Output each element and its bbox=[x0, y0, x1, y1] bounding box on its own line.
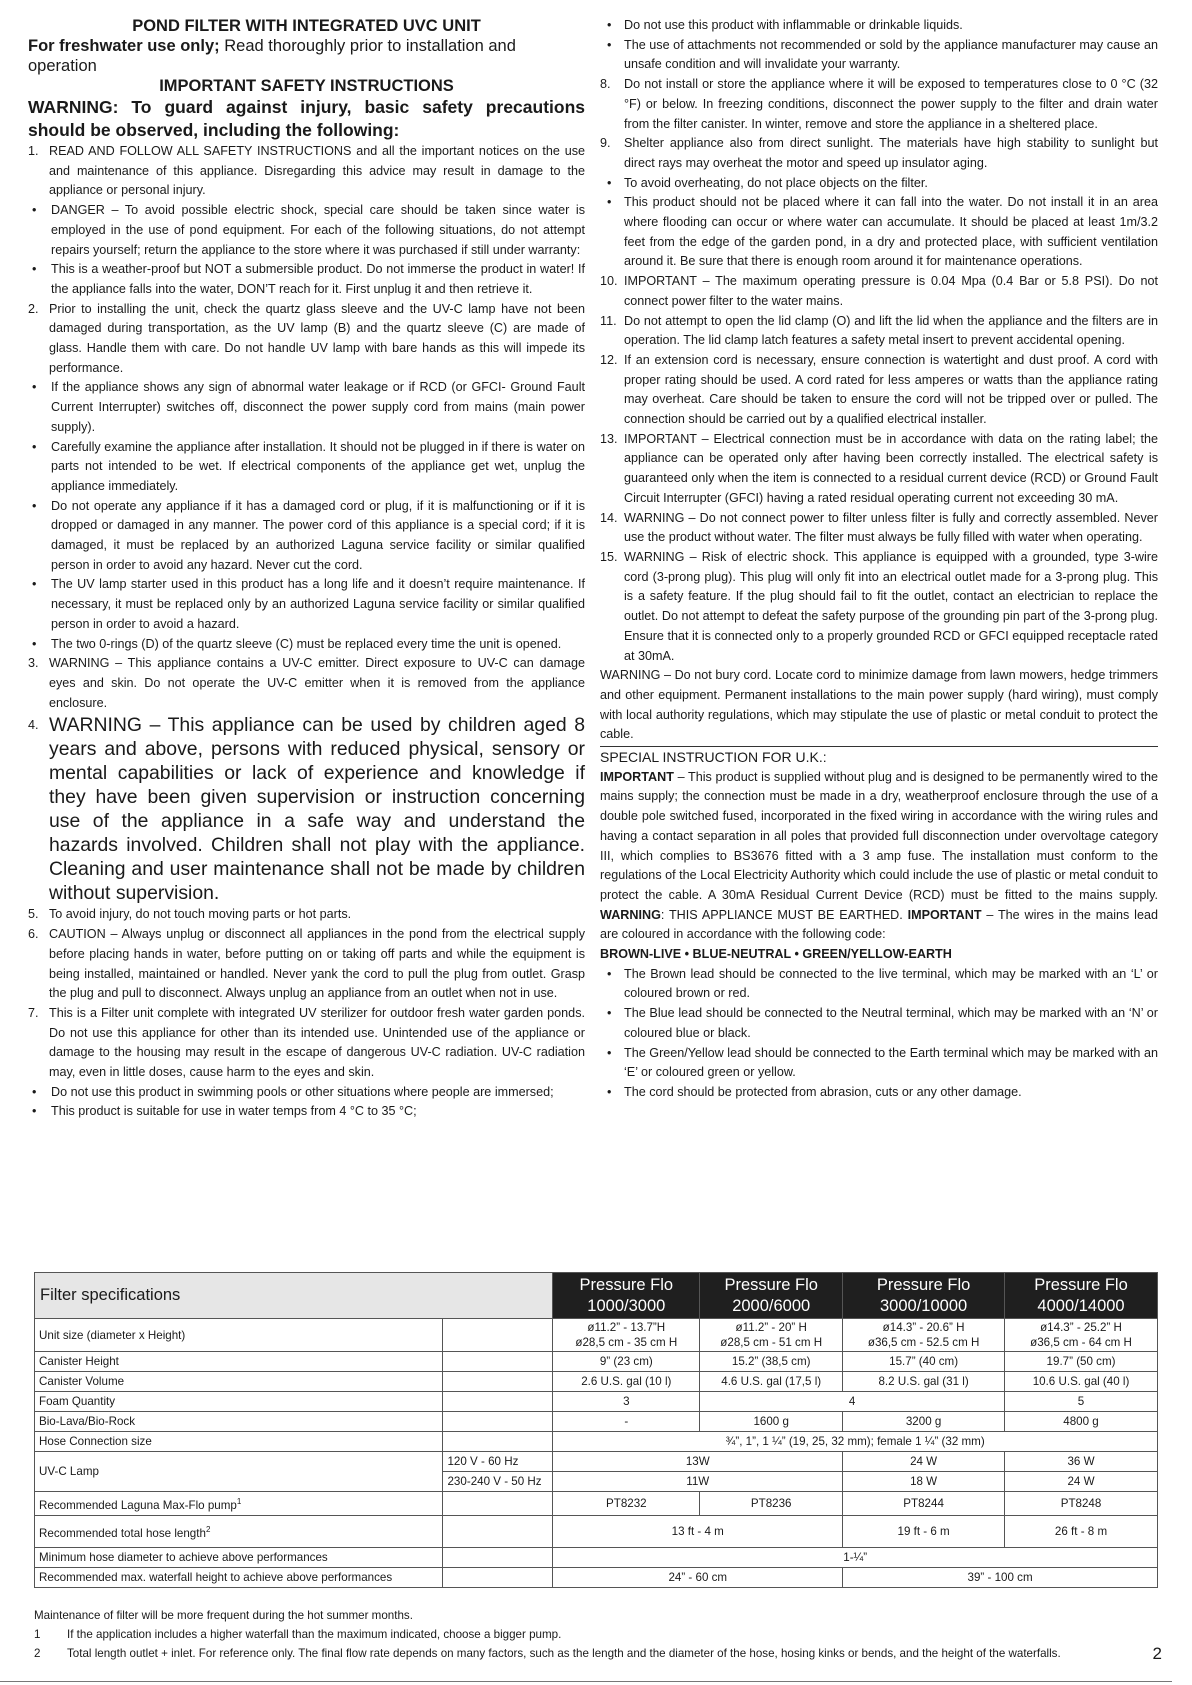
left-item-4 bbox=[28, 300, 585, 379]
bury-cord-warning: WARNING – Do not bury cord. Locate cord to minimize damage from lawn mowers, hedge trimmers and other equipment. Permanent installations to the main power supply (hard wiring), must comply with local authority regulations, which may stipulate the use of plastic or metal conduit to protect the cable. bbox=[600, 668, 1158, 742]
table-row bbox=[35, 1392, 1158, 1412]
table-row bbox=[35, 1547, 1158, 1567]
left-item-16 bbox=[28, 1102, 585, 1122]
item-text: WARNING – This appliance can be used by children aged 8 years and above, persons with reduced physical, sensory or mental capabilities or lack of experience and knowledge if they have been given supervision or instruction concerning use of the appliance in a safe way and understand the hazards involved. Children shall not play with the appliance. Cleaning and user maintenance shall not be made by children without supervision. bbox=[49, 714, 585, 905]
footnote-ref: 1 bbox=[236, 1497, 242, 1506]
table-row bbox=[35, 1319, 1158, 1352]
item-marker: 5. bbox=[28, 907, 39, 922]
bullet-marker: • bbox=[607, 1045, 612, 1060]
item-text: READ AND FOLLOW ALL SAFETY INSTRUCTIONS and all the important notices on the use and maintenance of this appliance. Disregarding this advice may result in damage to the appliance or personal injury. bbox=[49, 144, 585, 198]
uk-heading: SPECIAL INSTRUCTION FOR U.K.: bbox=[600, 746, 1158, 768]
item-marker: 13. bbox=[600, 431, 618, 446]
page-number: 2 bbox=[1152, 1644, 1162, 1663]
table-cell: 4800 g bbox=[1005, 1412, 1158, 1432]
item-text: Carefully examine the appliance after installation. It should not be plugged in if there is water on parts not intended to be wet. If electrical components of the appliance get wet, unplug the appliance immediately. bbox=[51, 439, 585, 493]
table-cell: 15.2” (38,5 cm) bbox=[700, 1352, 843, 1372]
cell-line: ø14.3” - 25.2” H bbox=[1040, 1321, 1122, 1334]
empty-cell bbox=[443, 1392, 553, 1412]
table-cell: 39” - 100 cm bbox=[843, 1567, 1158, 1587]
table-cell: 36 W bbox=[1005, 1452, 1158, 1472]
voltage-label: 230-240 V - 50 Hz bbox=[443, 1472, 553, 1492]
table-cell bbox=[700, 1319, 843, 1352]
right-item-8 bbox=[600, 312, 1158, 351]
product-header bbox=[843, 1273, 1005, 1319]
left-item-2 bbox=[28, 201, 585, 260]
voltage-label: 120 V - 60 Hz bbox=[443, 1452, 553, 1472]
document-title: POND FILTER WITH INTEGRATED UVC UNIT bbox=[132, 17, 481, 35]
warning-label: WARNING bbox=[600, 907, 661, 922]
table-cell: 10.6 U.S. gal (40 l) bbox=[1005, 1372, 1158, 1392]
wire-code: BROWN-LIVE • BLUE-NEUTRAL • GREEN/YELLOW-EARTH bbox=[600, 947, 952, 962]
right-item-9 bbox=[600, 351, 1158, 430]
product-model: 2000/6000 bbox=[732, 1296, 811, 1315]
table-cell: 4 bbox=[700, 1392, 1005, 1412]
item-marker: 6. bbox=[28, 927, 39, 942]
item-text: The Brown lead should be connected to the live terminal, which may be marked with an ‘L’ or coloured brown or red. bbox=[624, 966, 1158, 1001]
table-cell: - bbox=[553, 1412, 700, 1432]
left-item-3 bbox=[28, 260, 585, 299]
item-marker: 12. bbox=[600, 352, 618, 367]
item-text: CAUTION – Always unplug or disconnect all appliances in the pond from the electrical supply before placing hands in water, before putting on or taking off parts and while the equipment is being installed, maintained or handled. Never yank the cord to pull the plug from outlet. Grasp the plug and pull to disconnect. Always unplug an appliance from an outlet when not in use. bbox=[49, 927, 585, 1001]
table-header-row bbox=[35, 1273, 1158, 1319]
bullet-marker: • bbox=[32, 380, 37, 395]
cell-line: ø11.2” - 20” H bbox=[735, 1321, 807, 1334]
row-label: Hose Connection size bbox=[35, 1432, 443, 1452]
bullet-marker: • bbox=[32, 439, 37, 454]
empty-cell bbox=[443, 1412, 553, 1432]
empty-cell bbox=[443, 1372, 553, 1392]
filter-specifications-table bbox=[34, 1272, 1158, 1588]
bullet-marker: • bbox=[607, 18, 612, 32]
important-label: IMPORTANT bbox=[907, 907, 982, 922]
table-cell: 24 W bbox=[843, 1452, 1005, 1472]
left-item-10 bbox=[28, 654, 585, 713]
item-marker: 8. bbox=[600, 77, 611, 92]
row-label: Recommended max. waterfall height to achieve above performances bbox=[35, 1567, 443, 1587]
item-text: This product should not be placed where it can fall into the water. Do not install it in an area where flooding can occur or where water can accumulate. It should be placed at least 1m/3.2 feet from the edge of the garden pond, in a dry and protected place, with sufficient ventilation around it. Be sure that there is enough room around it for maintenance operations. bbox=[624, 195, 1158, 269]
cell-line: ø36,5 cm - 64 cm H bbox=[1030, 1336, 1132, 1349]
product-model: 4000/14000 bbox=[1037, 1296, 1125, 1315]
item-marker: 4. bbox=[28, 718, 39, 733]
item-marker: 10. bbox=[600, 274, 618, 289]
left-item-15 bbox=[28, 1083, 585, 1103]
item-text: The use of attachments not recommended or sold by the appliance manufacturer may cause an unsafe condition and will invalidate your warranty. bbox=[624, 37, 1158, 72]
freshwater-note bbox=[28, 36, 585, 76]
item-marker: 15. bbox=[600, 549, 618, 564]
item-text: Do not attempt to open the lid clamp (O) and lift the lid when the appliance and the filters are in operation. The lid clamp latch features a safety metal insert to prevent accidental opening. bbox=[624, 313, 1158, 348]
item-text: The cord should be protected from abrasion, cuts or any other damage. bbox=[624, 1084, 1022, 1099]
important-label: IMPORTANT bbox=[600, 769, 674, 784]
right-item-3 bbox=[600, 75, 1158, 134]
product-header bbox=[1005, 1273, 1158, 1319]
left-item-5 bbox=[28, 378, 585, 437]
table-cell: 4.6 U.S. gal (17,5 l) bbox=[700, 1372, 843, 1392]
right-item-11 bbox=[600, 509, 1158, 548]
item-text: The UV lamp starter used in this product has a long life and it doesn’t require maintenance. If necessary, it must be replaced only by an authorized Laguna service facility or similar qualified person in order to avoid a hazard. bbox=[51, 577, 585, 631]
freshwater-bold: For freshwater use only; bbox=[28, 37, 220, 55]
product-name: Pressure Flo bbox=[876, 1275, 971, 1294]
row-label bbox=[35, 1492, 443, 1516]
right-column bbox=[600, 16, 1158, 1103]
footnote-ref: 2 bbox=[205, 1524, 211, 1534]
uk-text: : THIS APPLIANCE MUST BE EARTHED. bbox=[660, 907, 908, 922]
left-item-7 bbox=[28, 497, 585, 576]
item-marker: 1. bbox=[28, 144, 39, 158]
table-row bbox=[35, 1567, 1158, 1587]
item-text: The Green/Yellow lead should be connected to the Earth terminal which may be marked with an ‘E’ or coloured green or yellow. bbox=[624, 1045, 1158, 1080]
left-column bbox=[28, 16, 585, 1122]
table-row bbox=[35, 1515, 1158, 1547]
product-name: Pressure Flo bbox=[724, 1275, 818, 1294]
table-title: Filter specifications bbox=[35, 1273, 553, 1319]
main-warning: WARNING: To guard against injury, basic safety precautions should be observed, including the following: bbox=[28, 97, 585, 140]
product-name: Pressure Flo bbox=[1034, 1275, 1128, 1294]
footnote-marker: 2 bbox=[34, 1647, 41, 1660]
table-cell: 18 W bbox=[843, 1472, 1005, 1492]
item-text: This is a weather-proof but NOT a submersible product. Do not immerse the product in water! If the appliance falls into the water, DON’T reach for it. First unplug it and then retrieve it. bbox=[51, 262, 585, 296]
cell-line: ø14.3” - 20.6” H bbox=[882, 1321, 965, 1334]
safety-heading: IMPORTANT SAFETY INSTRUCTIONS bbox=[159, 77, 454, 95]
item-text: WARNING – This appliance contains a UV-C emitter. Direct exposure to UV-C can damage eyes and skin. Do not operate the UV-C emitter when it is removed from the appliance enclosure. bbox=[49, 656, 585, 710]
item-text: DANGER – To avoid possible electric shock, special care should be taken since water is employed in the use of pond equipment. For each of the following situations, do not attempt repairs yourself; return the appliance to the store where it was purchased if still under warranty: bbox=[51, 203, 585, 257]
bullet-marker: • bbox=[32, 1084, 37, 1099]
row-label bbox=[35, 1515, 443, 1547]
label-text: Recommended total hose length bbox=[39, 1526, 206, 1540]
table-row bbox=[35, 1432, 1158, 1452]
wire-bullet bbox=[600, 1083, 1158, 1103]
empty-cell bbox=[443, 1547, 553, 1567]
item-marker: 11. bbox=[600, 313, 617, 328]
item-text: Shelter appliance also from direct sunlight. The materials have high stability to sunlight but direct rays may overheat the motor and speed up insulator aging. bbox=[624, 136, 1158, 170]
item-text: WARNING – Risk of electric shock. This appliance is equipped with a grounded, type 3-wire cord (3-prong plug). This plug will only fit into an electrical outlet made for a 3-prong plug. This is a safety feature. If the plug should fail to fit the outlet, contact an electrician to replace the outlet. Do not attempt to defeat the safety purpose of the grounding pin part of the 3-prong plug. Ensure that it is connected only to a properly grounded RCD or GFCI equipped receptacle rated at 30mA. bbox=[624, 549, 1158, 663]
item-text: If an extension cord is necessary, ensure connection is watertight and dust proof. A cord with proper rating should be used. A cord rated for less amperes or watts than the appliance rating may overheat. Care should be taken to ensure the cord will not be tripped over or pulled. The connection should be carried out by a qualified electrical installer. bbox=[624, 352, 1158, 427]
footnote-1 bbox=[34, 1625, 1158, 1644]
left-item-9 bbox=[28, 635, 585, 655]
product-model: 3000/10000 bbox=[880, 1296, 968, 1315]
left-item-6 bbox=[28, 438, 585, 497]
item-text: Do not use this product in swimming pools or other situations where people are immersed; bbox=[51, 1084, 554, 1099]
cell-line: ø28,5 cm - 51 cm H bbox=[720, 1336, 823, 1349]
bullet-marker: • bbox=[607, 37, 612, 52]
row-label: Canister Volume bbox=[35, 1372, 443, 1392]
right-item-12 bbox=[600, 548, 1158, 666]
row-label: Canister Height bbox=[35, 1352, 443, 1372]
right-item-6 bbox=[600, 193, 1158, 272]
right-item-1 bbox=[600, 16, 1158, 36]
item-text: Do not operate any appliance if it has a damaged cord or plug, if it is malfunctioning or if it is dropped or damaged in any manner. The power cord of this appliance is a special cord; if it is damaged, it must be replaced by an authorized Laguna service facility or similar qualified person in order to avoid any hazard. Never cut the cord. bbox=[51, 498, 585, 572]
maintenance-note: Maintenance of filter will be more frequent during the hot summer months. bbox=[34, 1609, 413, 1622]
item-text: If the appliance shows any sign of abnormal water leakage or if RCD (or GFCI- Ground Fault Current Interrupter) switches off, disconnect the power supply cord from mains (main power supply). bbox=[51, 380, 585, 434]
item-text: To avoid overheating, do not place objects on the filter. bbox=[624, 175, 928, 190]
table-cell: 15.7” (40 cm) bbox=[843, 1352, 1005, 1372]
table-cell: 11W bbox=[553, 1472, 843, 1492]
right-item-2 bbox=[600, 36, 1158, 75]
table-notes bbox=[34, 1606, 1158, 1663]
table-cell: 19.7” (50 cm) bbox=[1005, 1352, 1158, 1372]
bullet-marker: • bbox=[32, 1104, 37, 1119]
row-label: Bio-Lava/Bio-Rock bbox=[35, 1412, 443, 1432]
label-text: Recommended Laguna Max-Flo pump bbox=[39, 1498, 237, 1512]
table-cell: 2.6 U.S. gal (10 l) bbox=[553, 1372, 700, 1392]
bullet-marker: • bbox=[607, 1084, 612, 1099]
cell-line: ø11.2” - 13.7”H bbox=[587, 1321, 666, 1334]
table-cell: ¾”, 1”, 1 ¼” (19, 25, 32 mm); female 1 ¼” (32 mm) bbox=[553, 1432, 1158, 1452]
bullet-marker: • bbox=[32, 262, 37, 277]
footnote-text: If the application includes a higher waterfall than the maximum indicated, choose a bigger pump. bbox=[67, 1628, 562, 1641]
wire-bullet bbox=[600, 1044, 1158, 1083]
item-marker: 14. bbox=[600, 510, 618, 525]
row-label: Foam Quantity bbox=[35, 1392, 443, 1412]
table-cell: 1-¼” bbox=[553, 1547, 1158, 1567]
row-label: Unit size (diameter x Height) bbox=[35, 1319, 443, 1352]
bullet-marker: • bbox=[607, 1006, 612, 1021]
bottom-divider bbox=[0, 1681, 1172, 1682]
bullet-marker: • bbox=[607, 966, 612, 981]
table-cell bbox=[553, 1319, 700, 1352]
item-text: The two 0-rings (D) of the quartz sleeve (C) must be replaced every time the unit is opened. bbox=[51, 636, 562, 651]
table-cell bbox=[843, 1319, 1005, 1352]
item-text: The Blue lead should be connected to the Neutral terminal, which may be marked with an ‘N’ or coloured blue or black. bbox=[624, 1006, 1158, 1040]
cell-line: ø36,5 cm - 52.5 cm H bbox=[867, 1336, 980, 1349]
table-cell: 9” (23 cm) bbox=[553, 1352, 700, 1372]
footnote-text: Total length outlet + inlet. For reference only. The final flow rate depends on many factors, such as the length and the diameter of the hose, hosing kinks or bends, and the height of the waterfalls. bbox=[67, 1647, 1061, 1660]
uk-paragraph bbox=[600, 768, 1158, 945]
item-text: This is a Filter unit complete with integrated UV sterilizer for outdoor fresh water garden ponds. Do not use this appliance for other than its intended use. Unintended use of the appliance or damage to the housing may result in the escape of dangerous UV-C radiation. UV-C radiation may, even in little doses, cause harm to the eyes and skin. bbox=[49, 1005, 585, 1080]
right-item-4 bbox=[600, 134, 1158, 173]
footnote-2 bbox=[34, 1644, 1158, 1663]
item-marker: 3. bbox=[28, 656, 39, 671]
bullet-marker: • bbox=[607, 175, 612, 190]
table-cell: 13 ft - 4 m bbox=[553, 1515, 843, 1547]
table-cell: 13W bbox=[553, 1452, 843, 1472]
item-text: This product is suitable for use in water temps from 4 °C to 35 °C; bbox=[51, 1104, 417, 1119]
wire-bullet bbox=[600, 965, 1158, 1004]
item-marker: 9. bbox=[600, 136, 611, 151]
left-item-8 bbox=[28, 575, 585, 634]
product-name: Pressure Flo bbox=[579, 1275, 674, 1294]
table-cell: PT8232 bbox=[553, 1492, 700, 1516]
row-label: UV-C Lamp bbox=[35, 1452, 443, 1492]
left-item-1 bbox=[28, 142, 585, 201]
item-text: Do not use this product with inflammable or drinkable liquids. bbox=[624, 18, 963, 32]
item-marker: 2. bbox=[28, 301, 39, 316]
empty-cell bbox=[443, 1432, 553, 1452]
footnote-marker: 1 bbox=[34, 1628, 41, 1641]
table-cell: 24 W bbox=[1005, 1472, 1158, 1492]
freshwater-rest: Read thoroughly prior to installation and operation bbox=[28, 37, 516, 75]
table-row bbox=[35, 1372, 1158, 1392]
table-cell: 8.2 U.S. gal (31 l) bbox=[843, 1372, 1005, 1392]
empty-cell bbox=[443, 1352, 553, 1372]
empty-cell bbox=[443, 1515, 553, 1547]
table-cell: 19 ft - 6 m bbox=[843, 1515, 1005, 1547]
product-model: 1000/3000 bbox=[587, 1296, 666, 1315]
table-row bbox=[35, 1412, 1158, 1432]
item-marker: 7. bbox=[28, 1005, 39, 1020]
item-text: Do not install or store the appliance where it will be exposed to temperatures close to 0 °C (32 °F) or below. In freezing conditions, disconnect the power supply to the filter and drain water from the filter canister. In winter, remove and store the appliance in a sheltered place. bbox=[624, 77, 1158, 131]
left-item-13 bbox=[28, 925, 585, 1004]
empty-cell bbox=[443, 1319, 553, 1352]
table-cell: 5 bbox=[1005, 1392, 1158, 1412]
table-cell: 1600 g bbox=[700, 1412, 843, 1432]
table-cell: 26 ft - 8 m bbox=[1005, 1515, 1158, 1547]
bullet-marker: • bbox=[32, 203, 37, 218]
item-text: WARNING – Do not connect power to filter unless filter is fully and correctly assembled. Never use the product without water. The filter must always be fully filled with water when operating. bbox=[624, 510, 1158, 545]
left-item-12 bbox=[28, 905, 585, 925]
uk-text: – The wires in the mains lead are coloured in accordance with the following code: bbox=[600, 907, 1158, 942]
left-item-11 bbox=[28, 713, 585, 905]
table-row bbox=[35, 1492, 1158, 1516]
row-label: Minimum hose diameter to achieve above performances bbox=[35, 1547, 443, 1567]
cell-line: ø28,5 cm - 35 cm H bbox=[575, 1336, 678, 1349]
bullet-marker: • bbox=[607, 195, 612, 210]
table-cell: 3 bbox=[553, 1392, 700, 1412]
item-text: Prior to installing the unit, check the quartz glass sleeve and the UV-C lamp have not been damaged during transportation, as the UV lamp (B) and the quartz sleeve (C) are made of glass. Handle them with care. Do not handle UV lamp with bare hands as this will impede its performance. bbox=[49, 301, 585, 375]
left-item-14 bbox=[28, 1004, 585, 1083]
table-row bbox=[35, 1452, 1158, 1472]
item-text: IMPORTANT – The maximum operating pressure is 0.04 Mpa (0.4 Bar or 5.8 PSI). Do not connect power filter to the water mains. bbox=[624, 274, 1158, 308]
item-text: To avoid injury, do not touch moving parts or hot parts. bbox=[49, 907, 352, 922]
bullet-marker: • bbox=[32, 636, 37, 651]
right-item-5 bbox=[600, 174, 1158, 194]
table-cell: PT8248 bbox=[1005, 1492, 1158, 1516]
bullet-marker: • bbox=[32, 577, 37, 592]
wire-bullet bbox=[600, 1004, 1158, 1043]
product-header bbox=[700, 1273, 843, 1319]
right-item-7 bbox=[600, 272, 1158, 311]
empty-cell bbox=[443, 1492, 553, 1516]
table-cell: PT8244 bbox=[843, 1492, 1005, 1516]
table-cell: 24” - 60 cm bbox=[553, 1567, 843, 1587]
table-cell: PT8236 bbox=[700, 1492, 843, 1516]
product-header bbox=[553, 1273, 700, 1319]
uk-text: – This product is supplied without plug and is designed to be permanently wired to the mains supply; the connection must be made in a dry, weatherproof enclosure through the use of a double pole switched fused, incorporated in the fixed wiring in accordance with the wiring rules and having a contact separation in all poles that provided full disconnection under overvoltage category III, which complies to BS3676 fitted with a 3 amp fuse. The installation must conform to the regulations of the Local Electricity Authority which could include the use of plastic or metal conduit to protect the cable. A 30mA Residual Current Device (RCD) must be fitted to the mains supply. bbox=[600, 769, 1158, 902]
table-cell: 3200 g bbox=[843, 1412, 1005, 1432]
table-row bbox=[35, 1352, 1158, 1372]
empty-cell bbox=[443, 1567, 553, 1587]
right-item-10 bbox=[600, 430, 1158, 509]
bullet-marker: • bbox=[32, 498, 37, 513]
table-cell bbox=[1005, 1319, 1158, 1352]
item-text: IMPORTANT – Electrical connection must be in accordance with data on the rating label; the appliance can be operated only after having been correctly installed. The electrical safety is guaranteed only when the item is connected to a residual current device (RCD) or Ground Fault Circuit Interrupter (GFCI) having a rated residual operating current not exceeding 30 mA. bbox=[624, 431, 1158, 505]
